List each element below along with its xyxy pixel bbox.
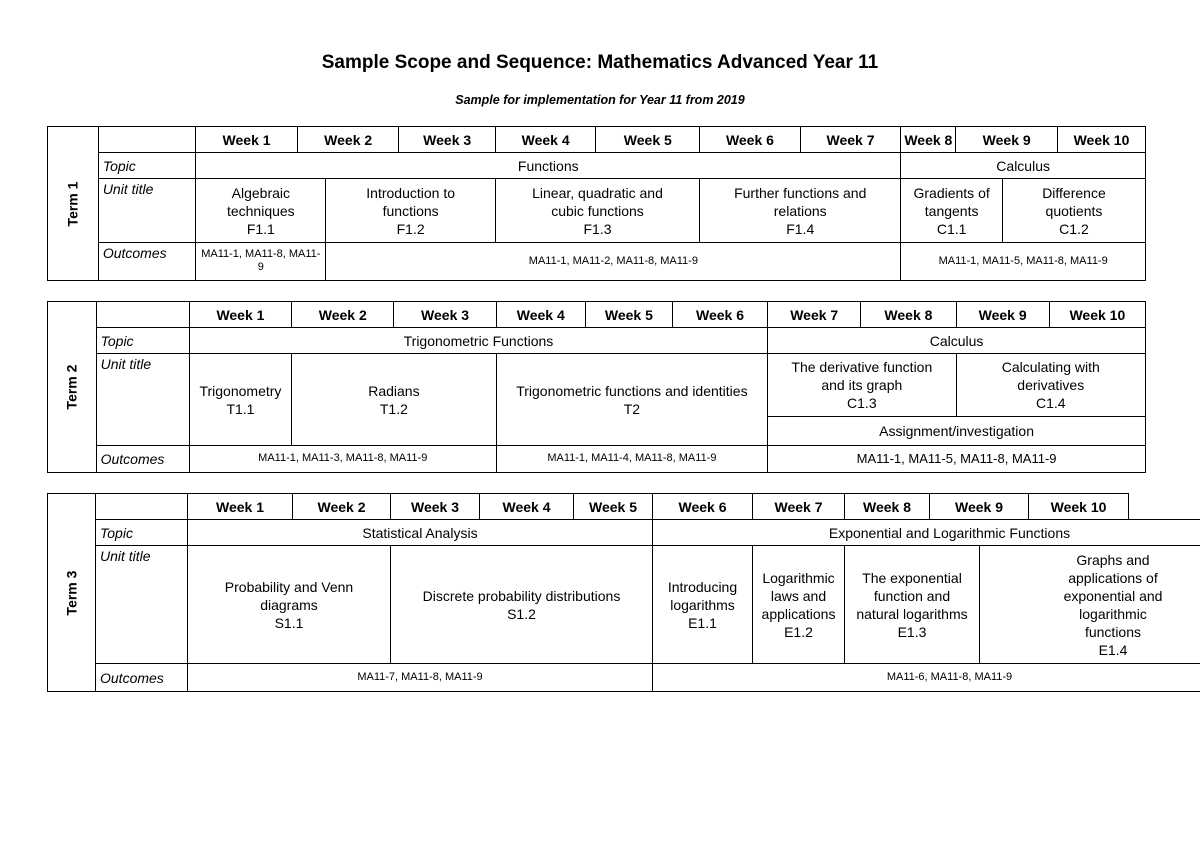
row-label-topic: Topic	[96, 520, 188, 546]
week-header: Week 1	[196, 127, 298, 153]
unit-cell: Trigonometry T1.1	[189, 354, 291, 446]
unit-cell: Further functions and relations F1.4	[700, 179, 901, 242]
unit-cell: Calculating with derivatives C1.4	[956, 354, 1145, 416]
row-label-outcomes: Outcomes	[96, 664, 188, 692]
term-label: Term 3	[48, 494, 96, 692]
unit-cell: The exponential function and natural logarithms E1.3	[845, 546, 980, 664]
row-label-unit: Unit title	[96, 354, 189, 446]
unit-cell: Gradients of tangents C1.1	[901, 179, 1003, 242]
week-header: Week 9	[956, 127, 1058, 153]
week-header: Week 10	[1029, 494, 1129, 520]
row-label-topic: Topic	[96, 328, 189, 354]
corner-cell	[96, 302, 189, 328]
row-label-topic: Topic	[98, 153, 195, 179]
week-header: Week 3	[399, 127, 495, 153]
week-header: Week 4	[496, 302, 585, 328]
unit-cell: Trigonometric functions and identities T2	[496, 354, 767, 446]
week-header: Week 4	[480, 494, 574, 520]
unit-cell: Difference quotients C1.2	[1002, 179, 1145, 242]
week-header: Week 6	[653, 494, 753, 520]
week-header: Week 1	[189, 302, 291, 328]
week-header: Week 8	[861, 302, 956, 328]
topic-cell: Functions	[196, 153, 901, 179]
unit-cell: The derivative function and its graph C1.3	[768, 354, 956, 416]
week-header: Week 3	[394, 302, 496, 328]
assignment-cell: Assignment/investigation	[768, 416, 1146, 445]
row-label-outcomes: Outcomes	[96, 445, 189, 472]
week-header: Week 7	[753, 494, 845, 520]
week-header: Week 6	[672, 302, 767, 328]
week-header: Week 5	[596, 127, 700, 153]
term-3-table	[47, 493, 1163, 691]
week-header: Week 2	[293, 494, 391, 520]
outcomes-cell: MA11-1, MA11-5, MA11-8, MA11-9	[901, 242, 1146, 280]
outcomes-cell: MA11-7, MA11-8, MA11-9	[188, 664, 653, 692]
unit-cell: Algebraic techniques F1.1	[196, 179, 326, 242]
week-header: Week 1	[188, 494, 293, 520]
row-label-unit: Unit title	[96, 546, 188, 664]
page-subtitle: Sample for implementation for Year 11 from 2019	[455, 93, 745, 107]
week-header: Week 2	[292, 302, 394, 328]
week-header: Week 4	[495, 127, 596, 153]
unit-cell: Probability and Venn diagrams S1.1	[188, 546, 391, 664]
topic-cell: Calculus	[768, 328, 1146, 354]
outcomes-cell: MA11-1, MA11-8, MA11-9	[196, 242, 326, 280]
corner-cell	[98, 127, 195, 153]
week-header: Week 9	[930, 494, 1029, 520]
week-header: Week 10	[1049, 302, 1145, 328]
term-2-table	[47, 301, 1146, 473]
week-header: Week 8	[901, 127, 956, 153]
outcomes-cell: MA11-1, MA11-5, MA11-8, MA11-9	[768, 445, 1146, 472]
term-label: Term 1	[48, 127, 99, 281]
unit-cell: Introducing logarithms E1.1	[653, 546, 753, 664]
corner-cell	[96, 494, 188, 520]
week-header: Week 6	[700, 127, 801, 153]
unit-cell: Introduction to functions F1.2	[326, 179, 495, 242]
topic-cell: Trigonometric Functions	[189, 328, 767, 354]
unit-cell: Graphs and applications of exponential and logarithmic functions E1.4	[980, 546, 1200, 664]
term-1-table	[47, 126, 1146, 281]
outcomes-cell: MA11-1, MA11-3, MA11-8, MA11-9	[189, 445, 496, 472]
topic-cell: Exponential and Logarithmic Functions	[653, 520, 1200, 546]
week-header: Week 5	[585, 302, 672, 328]
outcomes-cell: MA11-1, MA11-2, MA11-8, MA11-9	[326, 242, 901, 280]
unit-cell: Discrete probability distributions S1.2	[391, 546, 653, 664]
week-header: Week 3	[391, 494, 480, 520]
week-header: Week 2	[297, 127, 399, 153]
unit-cell: Radians T1.2	[292, 354, 497, 446]
row-label-outcomes: Outcomes	[98, 242, 195, 280]
week-header: Week 5	[574, 494, 653, 520]
term-label: Term 2	[48, 302, 97, 473]
outcomes-cell: MA11-1, MA11-4, MA11-8, MA11-9	[496, 445, 767, 472]
outcomes-cell: MA11-6, MA11-8, MA11-9	[653, 664, 1200, 692]
row-label-unit: Unit title	[98, 179, 195, 242]
week-header: Week 7	[768, 302, 861, 328]
topic-cell: Calculus	[901, 153, 1146, 179]
topic-cell: Statistical Analysis	[188, 520, 653, 546]
unit-cell: Logarithmic laws and applications E1.2	[753, 546, 845, 664]
week-header: Week 8	[845, 494, 930, 520]
page-title: Sample Scope and Sequence: Mathematics Advanced Year 11	[321, 52, 879, 73]
week-header: Week 7	[800, 127, 901, 153]
week-header: Week 9	[956, 302, 1049, 328]
week-header: Week 10	[1057, 127, 1145, 153]
unit-cell: Linear, quadratic and cubic functions F1.3	[495, 179, 699, 242]
